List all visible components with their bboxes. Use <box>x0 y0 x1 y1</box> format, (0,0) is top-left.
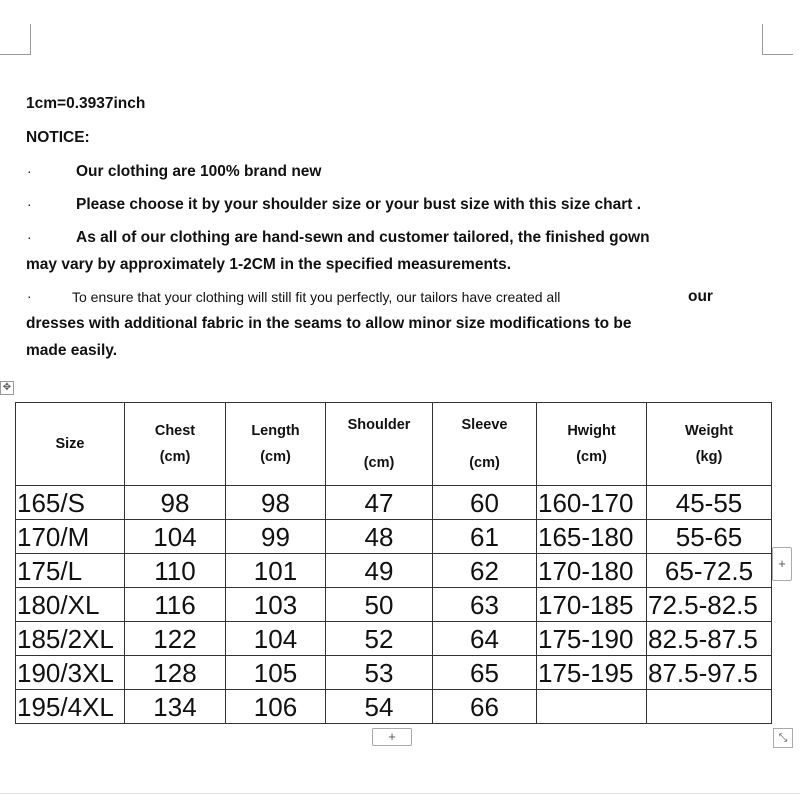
table-row <box>16 588 772 622</box>
size-cell: 165/S <box>16 486 125 520</box>
weight-cell: 45-55 <box>647 486 772 520</box>
height-cell: 170-185 <box>537 588 647 622</box>
notice-item-text: Please choose it by your shoulder size or your bust size with this size chart . <box>76 196 642 213</box>
size-cell: 170/M <box>16 520 125 554</box>
shoulder-cell: 48 <box>326 520 433 554</box>
shoulder-cell: 49 <box>326 554 433 588</box>
size-cell: 185/2XL <box>16 622 125 656</box>
notice-item-text: Our clothing are 100% brand new <box>76 163 322 180</box>
height-cell: 170-180 <box>537 554 647 588</box>
height-cell: 175-190 <box>537 622 647 656</box>
header-label: Hwight <box>567 423 616 439</box>
length-cell: 101 <box>226 554 326 588</box>
add-column-icon[interactable]: + <box>772 547 792 581</box>
sleeve-cell: 65 <box>433 656 537 690</box>
chest-cell: 122 <box>125 622 226 656</box>
size-cell: 175/L <box>16 554 125 588</box>
shoulder-cell: 47 <box>326 486 433 520</box>
height-cell: 175-195 <box>537 656 647 690</box>
bullet: · <box>27 288 32 304</box>
table-header-row <box>16 403 772 486</box>
page-bottom-divider <box>0 793 800 794</box>
height-cell: 165-180 <box>537 520 647 554</box>
header-label: Sleeve <box>461 417 508 433</box>
weight-cell: 87.5-97.5 <box>647 656 772 690</box>
shoulder-cell: 52 <box>326 622 433 656</box>
sleeve-cell: 61 <box>433 520 537 554</box>
weight-cell: 82.5-87.5 <box>647 622 772 656</box>
add-row-icon[interactable]: + <box>372 728 412 746</box>
bullet: · <box>27 163 32 179</box>
height-cell <box>537 690 647 724</box>
header-unit: (cm) <box>469 455 500 471</box>
chest-cell: 134 <box>125 690 226 724</box>
sleeve-cell: 64 <box>433 622 537 656</box>
sleeve-cell: 66 <box>433 690 537 724</box>
bullet: · <box>27 229 32 245</box>
notice-item-text-line-1: As all of our clothing are hand-sewn and customer tailored, the finished gown <box>76 229 650 246</box>
shoulder-cell: 50 <box>326 588 433 622</box>
notice-item-text-line-2: dresses with additional fabric in the seams to allow minor size modifications to be <box>26 315 632 332</box>
header-height <box>537 403 647 486</box>
sleeve-cell: 62 <box>433 554 537 588</box>
header-label: Shoulder <box>347 417 411 433</box>
sleeve-cell: 63 <box>433 588 537 622</box>
table-row <box>16 656 772 690</box>
height-cell: 160-170 <box>537 486 647 520</box>
header-length <box>226 403 326 486</box>
length-cell: 105 <box>226 656 326 690</box>
table-resize-icon[interactable]: ⤡ <box>773 728 793 748</box>
header-unit: (cm) <box>363 455 395 471</box>
header-weight <box>647 403 772 486</box>
notice-item-text-line-3: made easily. <box>26 342 118 359</box>
table-move-handle-icon[interactable]: ✥ <box>0 381 14 395</box>
chest-cell: 104 <box>125 520 226 554</box>
header-unit: (cm) <box>260 449 291 465</box>
length-cell: 103 <box>226 588 326 622</box>
unit-conversion-text: 1cm=0.3937inch <box>26 95 146 112</box>
weight-cell: 55-65 <box>647 520 772 554</box>
shoulder-cell: 53 <box>326 656 433 690</box>
chest-cell: 110 <box>125 554 226 588</box>
header-label: Length <box>251 423 300 439</box>
header-shoulder <box>326 403 433 486</box>
notice-heading: NOTICE: <box>26 129 90 146</box>
length-cell: 99 <box>226 520 326 554</box>
crop-mark-top-right <box>762 24 793 55</box>
weight-cell <box>647 690 772 724</box>
header-unit: (cm) <box>159 449 191 465</box>
table-row <box>16 486 772 520</box>
bullet: · <box>27 196 32 212</box>
notice-item-text-line-1: To ensure that your clothing will still fit you perfectly, our tailors have created all <box>72 289 561 305</box>
length-cell: 106 <box>226 690 326 724</box>
header-unit: (kg) <box>695 449 723 465</box>
notice-item-text-emphasis: our <box>688 288 713 305</box>
crop-mark-top-left <box>0 24 31 55</box>
chest-cell: 116 <box>125 588 226 622</box>
length-cell: 104 <box>226 622 326 656</box>
sleeve-cell: 60 <box>433 486 537 520</box>
chest-cell: 98 <box>125 486 226 520</box>
size-cell: 190/3XL <box>16 656 125 690</box>
size-cell: 195/4XL <box>16 690 125 724</box>
header-label: Size <box>55 436 85 452</box>
length-cell: 98 <box>226 486 326 520</box>
table-row <box>16 690 772 724</box>
header-label: Weight <box>684 423 734 439</box>
header-label: Chest <box>154 423 196 439</box>
weight-cell: 65-72.5 <box>647 554 772 588</box>
size-cell: 180/XL <box>16 588 125 622</box>
notice-item-text-line-2: may vary by approximately 1-2CM in the specified measurements. <box>26 256 511 273</box>
header-size <box>16 403 125 486</box>
header-unit: (cm) <box>576 449 607 465</box>
table-row <box>16 520 772 554</box>
shoulder-cell: 54 <box>326 690 433 724</box>
header-sleeve <box>433 403 537 486</box>
header-chest <box>125 403 226 486</box>
weight-cell: 72.5-82.5 <box>647 588 772 622</box>
table-row <box>16 622 772 656</box>
chest-cell: 128 <box>125 656 226 690</box>
table-row <box>16 554 772 588</box>
size-chart-table <box>15 402 772 724</box>
